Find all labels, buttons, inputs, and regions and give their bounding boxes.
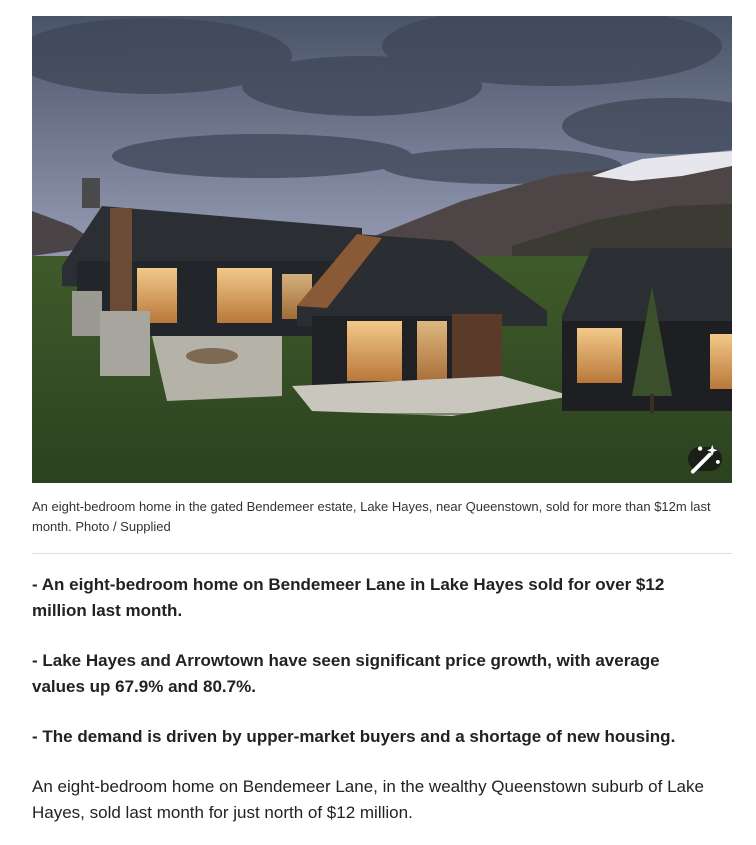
- magic-wand-icon[interactable]: [688, 447, 722, 471]
- summary-point: - An eight-bedroom home on Bendemeer Lane in Lake Hayes sold for over $12 million last month.: [32, 575, 665, 620]
- article-paragraph: An eight-bedroom home on Bendemeer Lane, in the wealthy Queenstown suburb of Lake Hayes, sold last month for just north of $12 million.: [32, 777, 704, 822]
- summary-point: - The demand is driven by upper-market buyers and a shortage of new housing.: [32, 727, 676, 746]
- image-caption: An eight-bedroom home in the gated Bendemeer estate, Lake Hayes, near Queenstown, sold for more than $12m last month. Photo / Supplied: [32, 499, 711, 534]
- house-photo: [32, 16, 732, 483]
- hero-figure: [32, 16, 732, 537]
- divider: [32, 553, 732, 554]
- article: [32, 16, 732, 826]
- article-summary: [32, 572, 732, 750]
- hero-image[interactable]: [32, 16, 732, 483]
- magic-wand-glyph: [688, 226, 722, 484]
- summary-point: - Lake Hayes and Arrowtown have seen significant price growth, with average values up 67.9% and 80.7%.: [32, 651, 660, 696]
